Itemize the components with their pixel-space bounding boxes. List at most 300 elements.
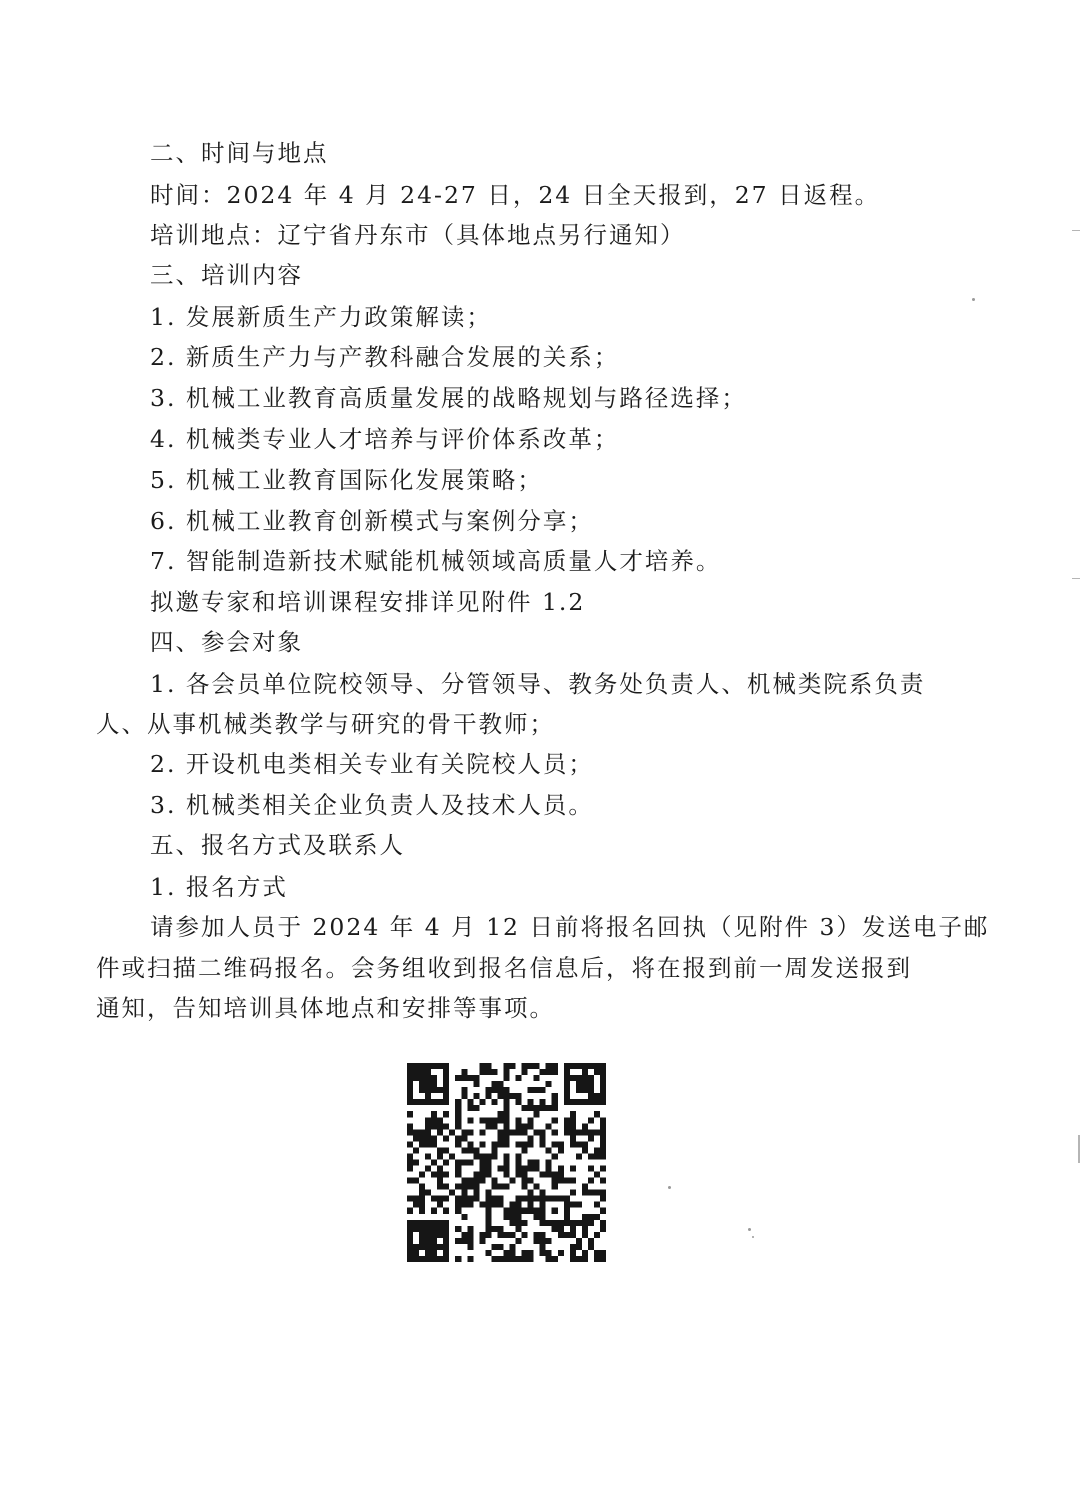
qr-module: [425, 1069, 431, 1075]
qr-module: [558, 1147, 564, 1153]
qr-module: [516, 1226, 522, 1232]
qr-module: [528, 1202, 534, 1208]
qr-module: [522, 1166, 528, 1172]
qr-module: [467, 1099, 473, 1105]
qr-module: [503, 1099, 509, 1105]
qr-module: [600, 1250, 606, 1256]
qr-module: [485, 1117, 491, 1123]
qr-module: [443, 1075, 449, 1081]
qr-module: [503, 1172, 509, 1178]
qr-module: [485, 1172, 491, 1178]
qr-module: [516, 1256, 522, 1262]
qr-module: [588, 1135, 594, 1141]
qr-module: [467, 1105, 473, 1111]
qr-module: [516, 1117, 522, 1123]
content-item: 2. 新质生产力与产教科融合发展的关系；: [150, 343, 620, 371]
qr-module: [516, 1214, 522, 1220]
qr-module: [485, 1123, 491, 1129]
qr-module: [431, 1099, 437, 1105]
qr-module: [534, 1208, 540, 1214]
qr-module: [570, 1129, 576, 1135]
qr-module: [600, 1075, 606, 1081]
qr-module: [473, 1184, 479, 1190]
content-item: 5. 机械工业教育国际化发展策略；: [150, 466, 543, 494]
qr-module: [407, 1075, 413, 1081]
qr-module: [558, 1178, 564, 1184]
qr-module: [431, 1226, 437, 1232]
qr-module: [540, 1220, 546, 1226]
qr-module: [437, 1244, 443, 1250]
qr-module: [413, 1244, 419, 1250]
qr-module: [546, 1081, 552, 1087]
qr-module: [552, 1226, 558, 1232]
qr-module: [600, 1226, 606, 1232]
qr-module: [576, 1129, 582, 1135]
qr-module: [413, 1250, 419, 1256]
qr-module: [588, 1166, 594, 1172]
qr-module: [540, 1202, 546, 1208]
qr-module: [461, 1087, 467, 1093]
qr-module: [594, 1147, 600, 1153]
qr-module: [473, 1196, 479, 1202]
qr-module: [528, 1099, 534, 1105]
qr-module: [503, 1087, 509, 1093]
qr-module: [407, 1238, 413, 1244]
qr-module: [455, 1208, 461, 1214]
qr-module: [522, 1069, 528, 1075]
qr-module: [425, 1099, 431, 1105]
qr-module: [467, 1256, 473, 1262]
qr-module: [485, 1226, 491, 1232]
qr-module: [443, 1250, 449, 1256]
qr-module: [473, 1153, 479, 1159]
qr-module: [600, 1093, 606, 1099]
qr-module: [419, 1135, 425, 1141]
qr-module: [497, 1081, 503, 1087]
qr-module: [425, 1166, 431, 1172]
qr-module: [522, 1208, 528, 1214]
qr-module: [582, 1087, 588, 1093]
qr-module: [540, 1238, 546, 1244]
qr-module: [455, 1196, 461, 1202]
qr-module: [437, 1087, 443, 1093]
qr-module: [503, 1129, 509, 1135]
qr-module: [497, 1111, 503, 1117]
qr-module: [582, 1099, 588, 1105]
qr-module: [479, 1141, 485, 1147]
qr-module: [425, 1220, 431, 1226]
qr-module: [600, 1220, 606, 1226]
qr-module: [473, 1172, 479, 1178]
qr-module: [491, 1244, 497, 1250]
qr-module: [437, 1184, 443, 1190]
qr-module: [443, 1232, 449, 1238]
qr-module: [594, 1069, 600, 1075]
qr-module: [522, 1172, 528, 1178]
qr-module: [425, 1190, 431, 1196]
qr-module: [467, 1244, 473, 1250]
qr-module: [431, 1159, 437, 1165]
qr-module: [552, 1069, 558, 1075]
qr-module: [473, 1190, 479, 1196]
qr-module: [425, 1135, 431, 1141]
qr-module: [570, 1117, 576, 1123]
qr-module: [485, 1063, 491, 1069]
qr-module: [497, 1166, 503, 1172]
qr-module: [497, 1202, 503, 1208]
qr-module: [534, 1105, 540, 1111]
qr-module: [431, 1111, 437, 1117]
qr-module: [516, 1093, 522, 1099]
qr-module: [576, 1087, 582, 1093]
qr-module: [564, 1081, 570, 1087]
qr-module: [431, 1135, 437, 1141]
qr-module: [407, 1196, 413, 1202]
qr-module: [540, 1232, 546, 1238]
qr-module: [407, 1226, 413, 1232]
scan-speck: [972, 298, 975, 301]
qr-module: [564, 1178, 570, 1184]
qr-module: [503, 1256, 509, 1262]
qr-module: [564, 1202, 570, 1208]
qr-module: [497, 1184, 503, 1190]
qr-module: [534, 1111, 540, 1117]
qr-module: [461, 1214, 467, 1220]
qr-module: [528, 1256, 534, 1262]
qr-module: [546, 1250, 552, 1256]
qr-module: [419, 1075, 425, 1081]
qr-module: [419, 1190, 425, 1196]
qr-module: [479, 1202, 485, 1208]
qr-module: [449, 1153, 455, 1159]
qr-module: [510, 1208, 516, 1214]
qr-module: [582, 1129, 588, 1135]
qr-module: [467, 1202, 473, 1208]
qr-module: [558, 1141, 564, 1147]
qr-module: [407, 1141, 413, 1147]
qr-module: [419, 1208, 425, 1214]
qr-module: [473, 1178, 479, 1184]
qr-module: [407, 1069, 413, 1075]
qr-module: [407, 1208, 413, 1214]
qr-module: [437, 1129, 443, 1135]
qr-module: [497, 1093, 503, 1099]
qr-module: [594, 1099, 600, 1105]
qr-module: [413, 1196, 419, 1202]
qr-module: [503, 1117, 509, 1123]
qr-module: [425, 1244, 431, 1250]
qr-module: [570, 1226, 576, 1232]
qr-module: [485, 1196, 491, 1202]
qr-module: [413, 1226, 419, 1232]
qr-module: [437, 1166, 443, 1172]
qr-module: [564, 1123, 570, 1129]
qr-module: [443, 1238, 449, 1244]
qr-module: [510, 1220, 516, 1226]
qr-module: [552, 1256, 558, 1262]
qr-module: [540, 1069, 546, 1075]
registration-qr-code[interactable]: [407, 1063, 606, 1262]
qr-module: [485, 1220, 491, 1226]
qr-module: [437, 1196, 443, 1202]
attendee-item: 2. 开设机电类相关专业有关院校人员；: [150, 750, 594, 778]
qr-module: [600, 1190, 606, 1196]
qr-module: [522, 1256, 528, 1262]
qr-module: [588, 1117, 594, 1123]
qr-module: [576, 1075, 582, 1081]
qr-module: [503, 1075, 509, 1081]
qr-module: [588, 1129, 594, 1135]
qr-module: [419, 1196, 425, 1202]
qr-module: [455, 1141, 461, 1147]
qr-module: [485, 1190, 491, 1196]
location-line: 培训地点：辽宁省丹东市（具体地点另行通知）: [150, 221, 686, 249]
qr-module: [600, 1099, 606, 1105]
qr-module: [443, 1081, 449, 1087]
qr-module: [503, 1111, 509, 1117]
scan-speck: [668, 1186, 671, 1189]
qr-module: [497, 1226, 503, 1232]
qr-module: [407, 1220, 413, 1226]
qr-module: [431, 1220, 437, 1226]
qr-module: [455, 1238, 461, 1244]
qr-module: [455, 1105, 461, 1111]
qr-module: [455, 1184, 461, 1190]
qr-module: [510, 1214, 516, 1220]
qr-module: [413, 1099, 419, 1105]
qr-module: [534, 1196, 540, 1202]
qr-module: [582, 1081, 588, 1087]
qr-module: [443, 1093, 449, 1099]
scan-edge-mark: [1072, 578, 1080, 579]
qr-module: [425, 1063, 431, 1069]
qr-module: [588, 1244, 594, 1250]
qr-module: [540, 1105, 546, 1111]
qr-module: [419, 1220, 425, 1226]
qr-module: [425, 1123, 431, 1129]
qr-module: [413, 1129, 419, 1135]
qr-module: [558, 1250, 564, 1256]
qr-module: [431, 1117, 437, 1123]
qr-module: [582, 1190, 588, 1196]
qr-module: [582, 1075, 588, 1081]
qr-module: [582, 1184, 588, 1190]
qr-module: [528, 1166, 534, 1172]
qr-module: [503, 1105, 509, 1111]
qr-module: [582, 1214, 588, 1220]
qr-module: [497, 1232, 503, 1238]
qr-module: [528, 1063, 534, 1069]
qr-module: [540, 1250, 546, 1256]
qr-module: [437, 1232, 443, 1238]
qr-module: [455, 1123, 461, 1129]
qr-module: [467, 1117, 473, 1123]
qr-module: [570, 1250, 576, 1256]
qr-module: [594, 1250, 600, 1256]
qr-module: [419, 1238, 425, 1244]
qr-module: [552, 1063, 558, 1069]
qr-module: [455, 1099, 461, 1105]
qr-module: [491, 1202, 497, 1208]
qr-module: [510, 1256, 516, 1262]
qr-module: [425, 1232, 431, 1238]
qr-module: [497, 1087, 503, 1093]
qr-module: [467, 1075, 473, 1081]
qr-module: [522, 1250, 528, 1256]
qr-module: [461, 1232, 467, 1238]
qr-module: [443, 1087, 449, 1093]
qr-module: [564, 1063, 570, 1069]
qr-module: [443, 1256, 449, 1262]
qr-module: [431, 1244, 437, 1250]
qr-module: [491, 1196, 497, 1202]
qr-module: [510, 1093, 516, 1099]
qr-module: [534, 1232, 540, 1238]
qr-module: [528, 1208, 534, 1214]
qr-module: [407, 1232, 413, 1238]
qr-module: [600, 1196, 606, 1202]
qr-module: [528, 1117, 534, 1123]
qr-module: [485, 1069, 491, 1075]
qr-module: [600, 1117, 606, 1123]
qr-module: [419, 1099, 425, 1105]
qr-module: [479, 1099, 485, 1105]
qr-module: [437, 1172, 443, 1178]
qr-module: [419, 1226, 425, 1232]
qr-module: [552, 1093, 558, 1099]
qr-module: [522, 1147, 528, 1153]
qr-module: [479, 1172, 485, 1178]
qr-module: [600, 1129, 606, 1135]
qr-module: [600, 1087, 606, 1093]
qr-module: [570, 1190, 576, 1196]
qr-module: [503, 1093, 509, 1099]
qr-module: [522, 1105, 528, 1111]
qr-module: [534, 1075, 540, 1081]
qr-module: [473, 1075, 479, 1081]
qr-module: [437, 1123, 443, 1129]
qr-module: [594, 1153, 600, 1159]
qr-module: [431, 1141, 437, 1147]
qr-module: [516, 1099, 522, 1105]
section-heading-registration: 五、报名方式及联系人: [150, 831, 405, 859]
qr-module: [546, 1069, 552, 1075]
qr-module: [407, 1166, 413, 1172]
qr-module: [461, 1129, 467, 1135]
qr-module: [540, 1099, 546, 1105]
qr-module: [455, 1117, 461, 1123]
qr-module: [522, 1178, 528, 1184]
qr-module: [600, 1135, 606, 1141]
qr-module: [582, 1063, 588, 1069]
qr-module: [473, 1105, 479, 1111]
qr-module: [425, 1256, 431, 1262]
qr-module: [516, 1166, 522, 1172]
qr-module: [528, 1135, 534, 1141]
qr-module: [419, 1063, 425, 1069]
qr-module: [582, 1250, 588, 1256]
qr-module: [425, 1087, 431, 1093]
qr-module: [431, 1238, 437, 1244]
qr-module: [443, 1196, 449, 1202]
qr-module: [564, 1214, 570, 1220]
registration-subheading: 1. 报名方式: [150, 873, 288, 901]
qr-module: [407, 1063, 413, 1069]
qr-module: [582, 1232, 588, 1238]
qr-module: [564, 1099, 570, 1105]
qr-module: [540, 1190, 546, 1196]
qr-module: [473, 1093, 479, 1099]
qr-module: [576, 1256, 582, 1262]
qr-module: [437, 1226, 443, 1232]
qr-module: [540, 1172, 546, 1178]
qr-module: [407, 1159, 413, 1165]
qr-module: [485, 1250, 491, 1256]
qr-module: [540, 1141, 546, 1147]
qr-module: [497, 1196, 503, 1202]
qr-module: [528, 1196, 534, 1202]
qr-module: [510, 1244, 516, 1250]
qr-module: [461, 1190, 467, 1196]
qr-module: [407, 1093, 413, 1099]
qr-module: [576, 1244, 582, 1250]
qr-module: [473, 1081, 479, 1087]
qr-module: [588, 1087, 594, 1093]
qr-module: [552, 1117, 558, 1123]
qr-module: [576, 1063, 582, 1069]
qr-module: [546, 1256, 552, 1262]
qr-module: [479, 1238, 485, 1244]
section-heading-attendees: 四、参会对象: [150, 628, 303, 656]
qr-module: [425, 1117, 431, 1123]
qr-module: [461, 1202, 467, 1208]
qr-module: [491, 1099, 497, 1105]
qr-module: [467, 1147, 473, 1153]
section-heading-content: 三、培训内容: [150, 261, 303, 289]
qr-module: [558, 1166, 564, 1172]
qr-module: [546, 1105, 552, 1111]
qr-module: [588, 1190, 594, 1196]
qr-module: [588, 1238, 594, 1244]
qr-module: [407, 1244, 413, 1250]
qr-module: [600, 1081, 606, 1087]
qr-module: [419, 1087, 425, 1093]
registration-paragraph-line: 通知，告知培训具体地点和安排等事项。: [96, 994, 555, 1022]
qr-module: [407, 1081, 413, 1087]
qr-module: [413, 1178, 419, 1184]
qr-module: [443, 1208, 449, 1214]
qr-module: [552, 1099, 558, 1105]
qr-module: [503, 1166, 509, 1172]
qr-module: [503, 1141, 509, 1147]
qr-module: [431, 1172, 437, 1178]
qr-module: [455, 1256, 461, 1262]
qr-module: [546, 1159, 552, 1165]
qr-module: [582, 1147, 588, 1153]
qr-module: [425, 1093, 431, 1099]
qr-module: [443, 1226, 449, 1232]
qr-module: [491, 1256, 497, 1262]
qr-module: [425, 1081, 431, 1087]
attendee-item: 1. 各会员单位院校领导、分管领导、教务处负责人、机械类院系负责: [150, 670, 926, 698]
qr-module: [479, 1069, 485, 1075]
qr-module: [594, 1202, 600, 1208]
qr-module: [564, 1220, 570, 1226]
qr-module: [419, 1184, 425, 1190]
qr-module: [413, 1256, 419, 1262]
qr-module: [461, 1135, 467, 1141]
qr-module: [570, 1063, 576, 1069]
